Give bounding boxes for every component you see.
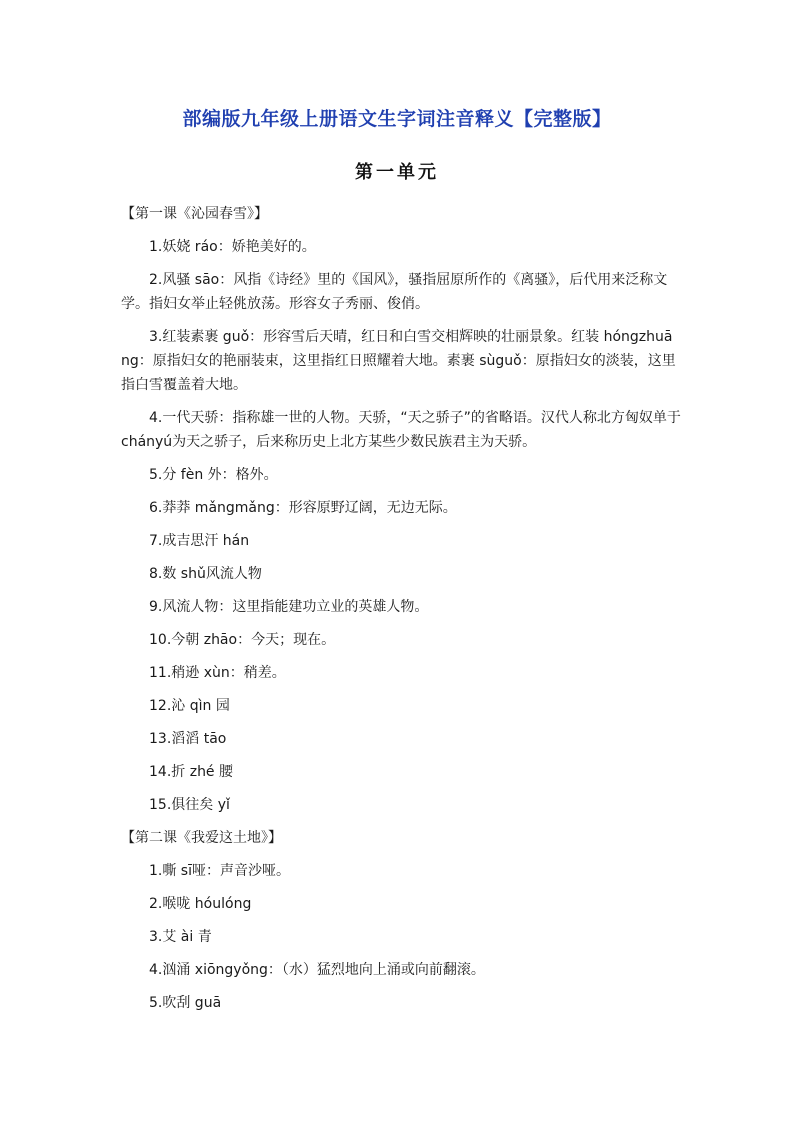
vocab-item: 11.稍逊 xùn：稍差。 (149, 665, 286, 681)
vocab-item: 9.风流人物：这里指能建功立业的英雄人物。 (149, 599, 429, 615)
document-title: 部编版九年级上册语文生字词注音释义【完整版】 (182, 108, 612, 130)
vocab-item: 2.喉咙 hóulóng (149, 896, 252, 912)
document-body (121, 202, 681, 1024)
lesson-heading: 【第二课《我爱这土地》】 (121, 830, 282, 846)
vocab-item: 7.成吉思汗 hán (149, 533, 250, 549)
unit-heading: 第一单元 (355, 162, 439, 183)
vocab-item: 2.风骚 sāo：风指《诗经》里的《国风》，骚指屈原所作的《离骚》，后代用来泛称文学。指妇女举止轻佻放荡。形容女子秀丽、俊俏。 (121, 272, 668, 312)
vocab-item: 3.艾 ài 青 (149, 929, 212, 945)
vocab-item: 15.俱往矣 yǐ (149, 797, 230, 813)
vocab-item: 4.一代天骄：指称雄一世的人物。天骄，“天之骄子”的省略语。汉代人称北方匈奴单于 chányú为天之骄子，后来称历史上北方某些少数民族君主为天骄。 (121, 410, 681, 450)
vocab-item: 13.滔滔 tāo (149, 731, 227, 747)
vocab-item: 4.汹涌 xiōngyǒng：（水）猛烈地向上涌或向前翻滚。 (149, 962, 485, 978)
vocab-item: 1.嘶 sī哑：声音沙哑。 (149, 863, 290, 879)
vocab-item: 5.分 fèn 外：格外。 (149, 467, 278, 483)
vocab-item: 14.折 zhé 腰 (149, 764, 233, 780)
vocab-item: 8.数 shǔ风流人物 (149, 566, 262, 582)
lesson-heading: 【第一课《沁园春雪》】 (121, 206, 268, 222)
vocab-item: 6.莽莽 mǎngmǎng：形容原野辽阔，无边无际。 (149, 500, 457, 516)
vocab-item: 1.妖娆 ráo：娇艳美好的。 (149, 239, 316, 255)
vocab-item: 5.吹刮 guā (149, 995, 222, 1011)
vocab-item: 12.沁 qìn 园 (149, 698, 230, 714)
vocab-item: 3.红装素裹 guǒ：形容雪后天晴，红日和白雪交相辉映的壮丽景象。红装 hóngzhuāng：原指妇女的艳丽装束，这里指红日照耀着大地。素裹 sùguǒ：原指妇女的淡装，这里指白雪覆盖着大地。 (121, 329, 676, 393)
vocab-item: 10.今朝 zhāo：今天；现在。 (149, 632, 336, 648)
